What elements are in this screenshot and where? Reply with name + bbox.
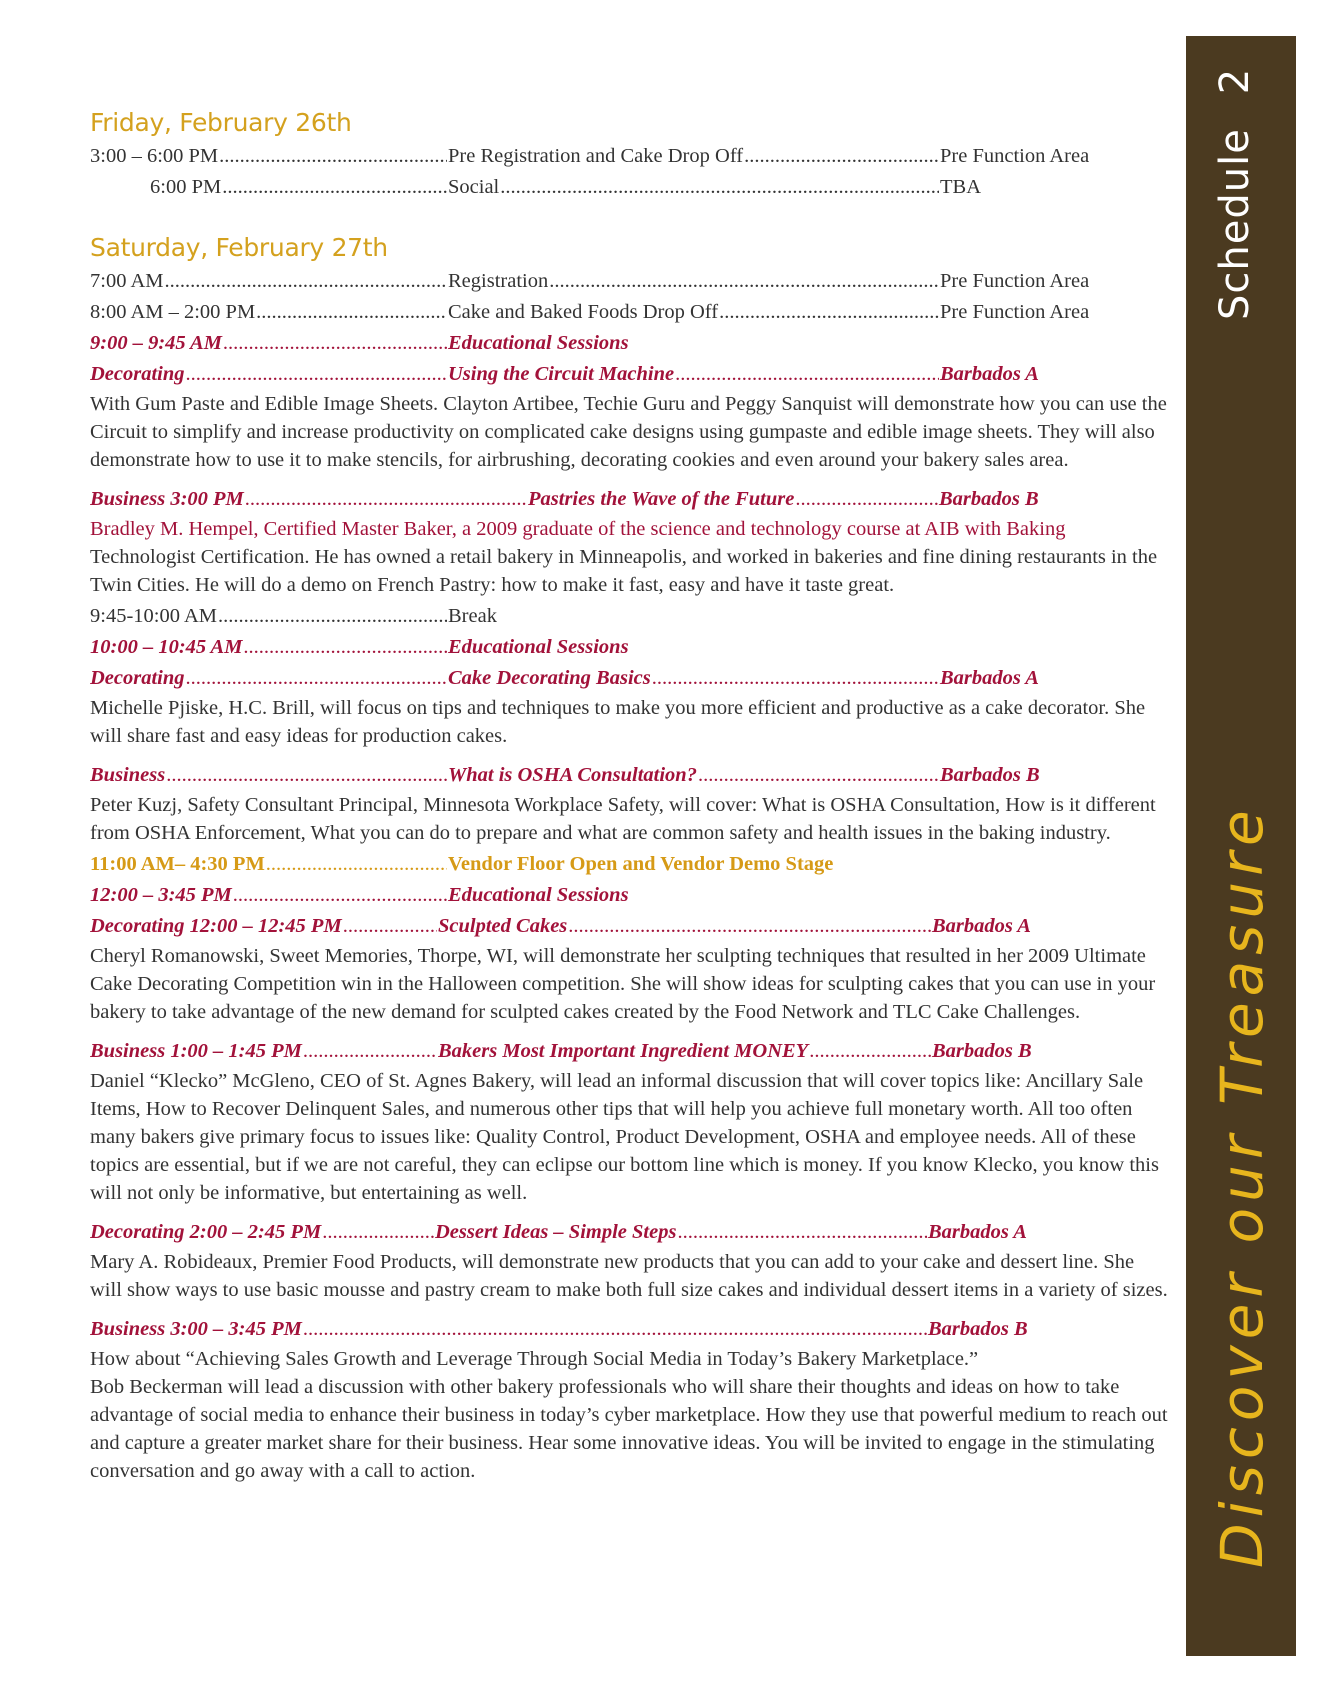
row-time: 6:00 PM [150, 176, 222, 198]
session-location: Barbados A [940, 667, 1039, 689]
row-event: Break [448, 605, 497, 627]
friday-heading: Friday, February 26th [90, 108, 352, 137]
session-track: Decorating 2:00 – 2:45 PM [90, 1221, 322, 1243]
row-event: Pre Registration and Cake Drop Off [448, 145, 744, 167]
row-event: Educational Sessions [448, 636, 629, 658]
session-track: Decorating [90, 667, 185, 689]
session-track: Business [90, 764, 166, 786]
section-label: Schedule [1212, 128, 1258, 320]
session-location: Barbados B [928, 1318, 1028, 1340]
row-location: TBA [940, 176, 981, 198]
row-event: Social [448, 176, 500, 198]
row-event: Educational Sessions [448, 884, 629, 906]
row-event: Vendor Floor Open and Vendor Demo Stage [448, 853, 834, 875]
session-description: Michelle Pjiske, H.C. Brill, will focus on tips and techniques to make you more efficient and productive as a cake decorator. She will share fast and easy ideas for production cakes. [90, 697, 1146, 747]
session-row [90, 1217, 1170, 1248]
session-track: Business 3:00 – 3:45 PM [90, 1318, 302, 1340]
session-title: Pastries the Wave of the Future [528, 488, 795, 510]
session-title: Using the Circuit Machine [448, 363, 675, 385]
row-time: 9:45-10:00 AM [90, 605, 217, 627]
schedule-row [90, 172, 1170, 203]
session-row [90, 484, 1170, 515]
schedule-row [90, 601, 1170, 632]
session-description: Bob Beckerman will lead a discussion with other bakery professionals who will share their thoughts and ideas on how to take advantage of social media to enhance their business in today’s cyber marketplace. How they use that powerful medium to reach out and capture a greater market share for their business. Hear some innovative ideas. You will be invited to engage in the stimulating conversation and go away with a call to action. [90, 1376, 1168, 1482]
tagline: Discover our Treasure [1208, 804, 1276, 1568]
session-description-lead: How about “Achieving Sales Growth and Leverage Through Social Media in Today’s Bakery Marketplace.” [90, 1348, 979, 1370]
session-description-lead: Bradley M. Hempel, Certified Master Baker, a 2009 graduate of the science and technology course at AIB with Baking [90, 518, 1066, 540]
row-time: 9:00 – 9:45 AM [90, 332, 222, 354]
row-location: Pre Function Area [940, 145, 1090, 167]
row-time: 10:00 – 10:45 AM [90, 636, 243, 658]
session-row [90, 760, 1170, 791]
session-header [90, 328, 1170, 359]
row-event: Educational Sessions [448, 332, 629, 354]
session-track: Decorating 12:00 – 12:45 PM [90, 915, 342, 937]
session-location: Barbados A [928, 1221, 1027, 1243]
session-row [90, 911, 1170, 942]
session-row [90, 359, 1170, 390]
session-title: What is OSHA Consultation? [448, 764, 697, 786]
schedule-row [90, 266, 1170, 297]
row-time: 7:00 AM [90, 270, 164, 292]
session-description: Technologist Certification. He has owned a retail bakery in Minneapolis, and worked in bakeries and fine dining restaurants in the Twin Cities. He will do a demo on French Pastry: how to make it fast, easy and have it taste great. [90, 546, 1158, 596]
section-number: 2 [1212, 67, 1258, 95]
session-description: Mary A. Robideaux, Premier Food Products, will demonstrate new products that you can add to your cake and dessert line. She will show ways to use basic mousse and pastry cream to make both full size cakes and individual dessert items in a variety of sizes. [90, 1251, 1168, 1301]
session-track: Decorating [90, 363, 185, 385]
session-row [90, 1036, 1170, 1067]
session-track: Business 1:00 – 1:45 PM [90, 1040, 302, 1062]
schedule-row [90, 297, 1170, 328]
row-time: 12:00 – 3:45 PM [90, 884, 232, 906]
session-row [90, 1314, 1170, 1345]
vendor-row [90, 849, 1170, 880]
schedule-row [90, 141, 1170, 172]
session-track: Business 3:00 PM [90, 488, 244, 510]
session-title: Cake Decorating Basics [448, 667, 651, 689]
session-location: Barbados B [939, 488, 1039, 510]
row-location: Pre Function Area [940, 270, 1090, 292]
session-location: Barbados B [940, 764, 1040, 786]
session-location: Barbados A [940, 363, 1039, 385]
section-tab-label [1212, 68, 1258, 320]
row-location: Pre Function Area [940, 301, 1090, 323]
saturday-heading: Saturday, February 27th [90, 233, 388, 262]
session-header [90, 632, 1170, 663]
row-time: 3:00 – 6:00 PM [90, 145, 219, 167]
row-event: Cake and Baked Foods Drop Off [448, 301, 719, 323]
row-time: 11:00 AM– 4:30 PM [90, 853, 265, 875]
session-title: Dessert Ideas – Simple Steps [435, 1221, 677, 1243]
session-location: Barbados B [932, 1040, 1032, 1062]
schedule-page [90, 108, 1170, 1495]
session-description: With Gum Paste and Edible Image Sheets. Clayton Artibee, Techie Guru and Peggy Sanquist will demonstrate how you can use the Circuit to simplify and increase productivity on complicated cake designs using gumpaste and edible image sheets. They will also demonstrate how to use it to make stencils, for airbrushing, decorating cookies and even around your bakery sales area. [90, 393, 1167, 471]
session-location: Barbados A [932, 915, 1031, 937]
session-row [90, 663, 1170, 694]
session-title: Bakers Most Important Ingredient MONEY [438, 1040, 809, 1062]
session-title: Sculpted Cakes [438, 915, 568, 937]
row-event: Registration [448, 270, 549, 292]
session-header [90, 880, 1170, 911]
row-time: 8:00 AM – 2:00 PM [90, 301, 256, 323]
session-description: Peter Kuzj, Safety Consultant Principal, Minnesota Workplace Safety, will cover: What is OSHA Consultation, How is it different from OSHA Enforcement, What you can do to prepare and what are common safety and health issues in the baking industry. [90, 794, 1156, 844]
session-description: Cheryl Romanowski, Sweet Memories, Thorpe, WI, will demonstrate her sculpting techniques that resulted in her 2009 Ultimate Cake Decorating Competition win in the Halloween competition. She will show ideas for sculpting cakes that you can use in your bakery to take advantage of the new demand for sculpted cakes created by the Food Network and TLC Cake Challenges. [90, 945, 1156, 1023]
session-description: Daniel “Klecko” McGleno, CEO of St. Agnes Bakery, will lead an informal discussion that will cover topics like: Ancillary Sale Items, How to Recover Delinquent Sales, and numerous other tips that will help you achieve full monetary worth. All too often many bakers give primary focus to issues like: Quality Control, Product Development, OSHA and employee needs. All of these topics are essential, but if we are not careful, they can eclipse our bottom line which is money. If you know Klecko, you know this will not only be informative, but entertaining as well. [90, 1070, 1159, 1204]
